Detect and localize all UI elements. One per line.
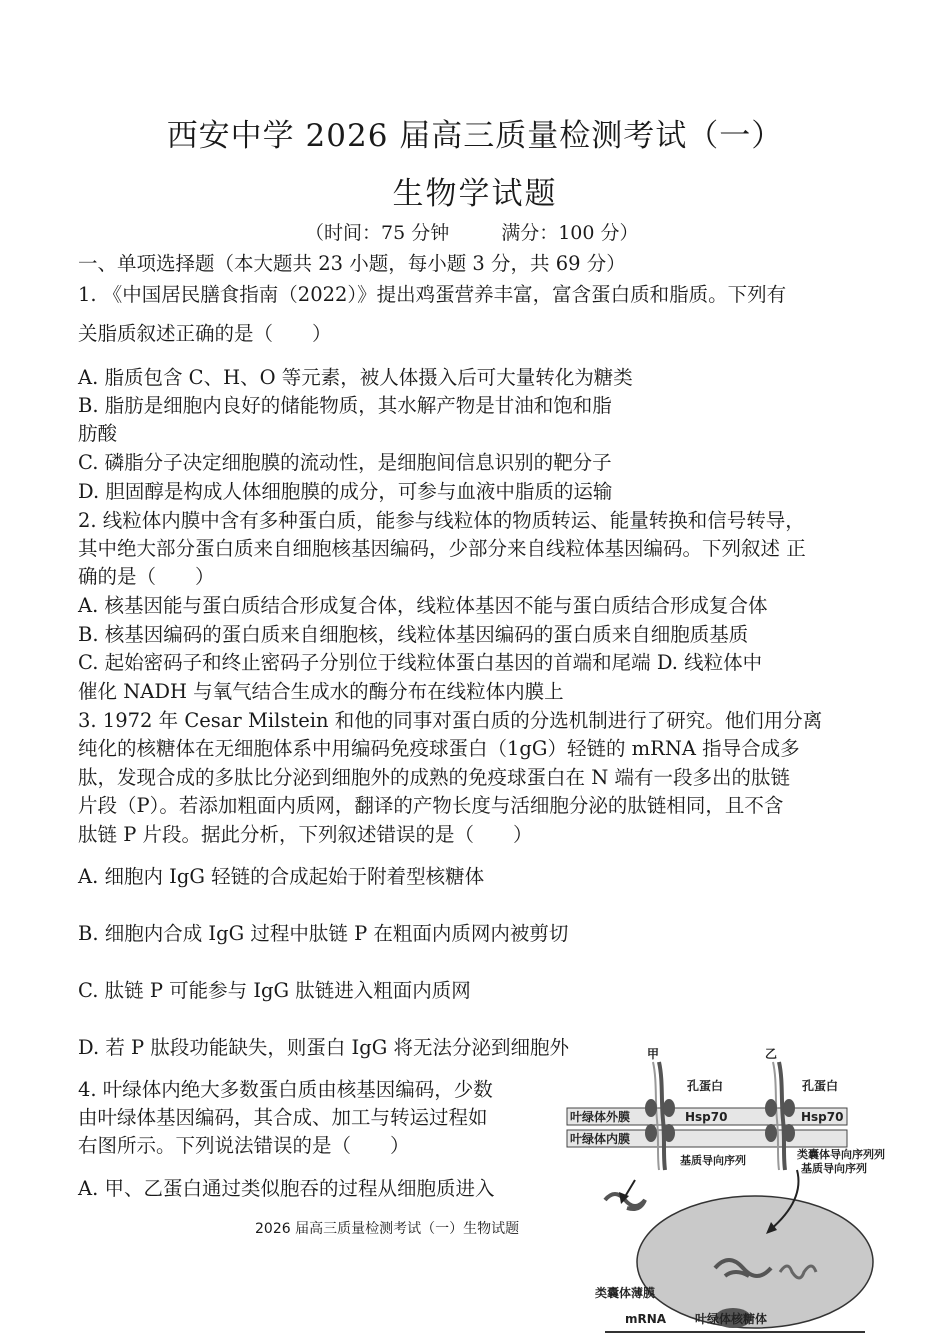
label-outer-membrane: 叶绿体外膜	[570, 1110, 631, 1124]
label-hsp70-right: Hsp70	[801, 1110, 844, 1124]
label-thylakoid-membrane: 类囊体薄膜	[595, 1286, 656, 1300]
text-line: C. 起始密码子和终止密码子分别位于线粒体蛋白基因的首端和尾端 D. 线粒体中	[78, 651, 763, 674]
pore-protein-shape	[645, 1124, 657, 1142]
section-heading: 一、单项选择题（本大题共 23 小题，每小题 3 分，共 69 分）	[78, 252, 626, 275]
text-line: C. 肽链 P 可能参与 IgG 肽链进入粗面内质网	[78, 979, 471, 1002]
label-hsp70-left: Hsp70	[685, 1110, 728, 1124]
text-line: 片段（P）。若添加粗面内质网，翻译的产物长度与活细胞分泌的肽链相同，且不含	[78, 794, 784, 817]
text-line: B. 核基因编码的蛋白质来自细胞核，线粒体基因编码的蛋白质来自细胞质基质	[78, 623, 749, 646]
text-line: C. 磷脂分子决定细胞膜的流动性，是细胞间信息识别的靶分子	[78, 451, 612, 474]
text-line: A. 甲、乙蛋白通过类似胞吞的过程从细胞质进入	[78, 1177, 495, 1200]
text-line: 右图所示。下列说法错误的是（ ）	[78, 1134, 410, 1157]
text-line: 1. 《中国居民膳食指南（2022）》提出鸡蛋营养丰富，富含蛋白质和脂质。下列有	[78, 283, 787, 306]
text-line: 肽链 P 片段。据此分析，下列叙述错误的是（ ）	[78, 823, 533, 846]
page-footer: 2026 届高三质量检测考试（一）生物试题	[255, 1221, 520, 1237]
text-line: A. 脂质包含 C、H、O 等元素，被人体摄入后可大量转化为糖类	[78, 366, 633, 389]
pore-protein-shape	[663, 1099, 675, 1117]
pore-protein-shape	[765, 1099, 777, 1117]
chloroplast-protein-transport-figure	[565, 1040, 915, 1344]
text-line: 催化 NADH 与氧气结合生成水的酶分布在线粒体内膜上	[78, 680, 564, 703]
text-line: A. 细胞内 IgG 轻链的合成起始于附着型核糖体	[78, 865, 485, 888]
exam-time: （时间：75 分钟	[305, 222, 450, 244]
label-stroma-seq-2: 基质导向序列	[801, 1162, 867, 1175]
text-line: B. 脂肪是细胞内良好的储能物质，其水解产物是甘油和饱和脂	[78, 394, 612, 417]
label-pore-left: 孔蛋白	[687, 1079, 724, 1093]
text-line: 确的是（ ）	[78, 565, 215, 588]
text-line: 其中绝大部分蛋白质来自细胞核基因编码，少部分来自线粒体基因编码。下列叙述 正	[78, 537, 806, 560]
pore-protein-shape	[783, 1099, 795, 1117]
label-mrna: mRNA	[625, 1312, 667, 1326]
text-line: B. 细胞内合成 IgG 过程中肽链 P 在粗面内质网内被剪切	[78, 922, 569, 945]
text-line: D. 胆固醇是构成人体细胞膜的成分，可参与血液中脂质的运输	[78, 480, 613, 503]
label-inner-membrane: 叶绿体内膜	[570, 1132, 631, 1146]
text-line: 由叶绿体基因编码，其合成、加工与转运过程如	[78, 1106, 488, 1129]
label-jia: 甲	[647, 1047, 660, 1061]
page-title: 西安中学 2026 届高三质量检测考试（一）	[166, 118, 784, 154]
pore-protein-shape	[645, 1099, 657, 1117]
page-subtitle: 生物学试题	[392, 176, 558, 212]
pore-protein-shape	[663, 1124, 675, 1142]
exam-meta	[305, 218, 691, 245]
thylakoid-region	[637, 1196, 873, 1328]
text-line: 关脂质叙述正确的是（ ）	[78, 322, 332, 345]
text-line: 2. 线粒体内膜中含有多种蛋白质，能参与线粒体的物质转运、能量转换和信号转导，	[78, 509, 805, 532]
label-stroma-seq: 基质导向序列	[680, 1154, 746, 1167]
text-line: 3. 1972 年 Cesar Milstein 和他的同事对蛋白质的分选机制进行了研究。他们用分离	[78, 709, 823, 732]
exam-score: 满分：100 分）	[501, 222, 639, 244]
pore-protein-shape	[783, 1124, 795, 1142]
text-line: 纯化的核糖体在无细胞体系中用编码免疫球蛋白（1gG）轻链的 mRNA 指导合成多	[78, 737, 800, 760]
label-yi: 乙	[765, 1047, 778, 1061]
pore-protein-shape	[765, 1124, 777, 1142]
text-line: 肽，发现合成的多肽比分泌到细胞外的成熟的免疫球蛋白在 N 端有一段多出的肽链	[78, 766, 790, 789]
text-line: A. 核基因能与蛋白质结合形成复合体，线粒体基因不能与蛋白质结合形成复合体	[78, 594, 768, 617]
label-ribosome: 叶绿体核糖体	[695, 1312, 768, 1326]
text-line: 4. 叶绿体内绝大多数蛋白质由核基因编码，少数	[78, 1078, 493, 1101]
label-pore-right: 孔蛋白	[802, 1079, 839, 1093]
text-line: 肪酸	[78, 422, 118, 445]
label-thylakoid-seq: 类囊体导向序列列	[797, 1148, 885, 1161]
text-line: D. 若 P 肽段功能缺失，则蛋白 IgG 将无法分泌到细胞外	[78, 1036, 570, 1059]
